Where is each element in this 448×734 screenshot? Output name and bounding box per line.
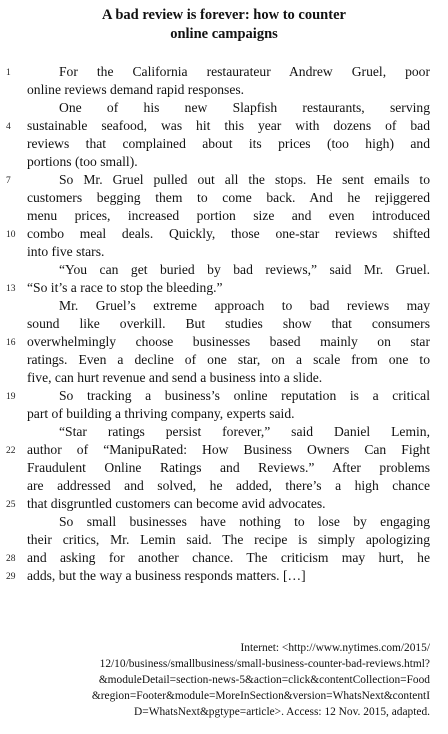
- text-line: overwhelmingly choose businesses based mainly on star: [27, 334, 430, 349]
- text-line: “So it’s a race to stop the bleeding.”: [27, 280, 223, 295]
- line-number: 13: [6, 284, 16, 294]
- text-line: customers begging them to come back. And he rejiggered: [27, 190, 430, 205]
- line-number: 29: [6, 572, 16, 582]
- source-line: 12/10/business/smallbusiness/small-business-counter-bad-reviews.html?: [99, 658, 430, 670]
- title-line: A bad review is forever: how to counter: [102, 7, 346, 23]
- source-line: Internet: <http://www.nytimes.com/2015/: [240, 642, 430, 654]
- text-line: Fraudulent Online Ratings and Reviews.” After problems: [27, 460, 430, 475]
- source-line: &moduleDetail=section-news-5&action=click&contentCollection=Food: [98, 674, 430, 686]
- text-line: portions (too small).: [27, 154, 138, 169]
- text-line: For the California restaurateur Andrew Gruel, poor: [59, 64, 430, 79]
- text-line: So small businesses have nothing to lose by engaging: [59, 514, 430, 529]
- text-line: into five stars.: [27, 244, 105, 259]
- text-line: So Mr. Gruel pulled out all the stops. He sent emails to: [59, 172, 430, 187]
- title-line: online campaigns: [170, 26, 278, 42]
- line-number: 16: [6, 338, 16, 348]
- text-line: author of “ManipuRated: How Business Owners Can Fight: [27, 442, 430, 457]
- line-number: 7: [6, 176, 11, 186]
- text-line: online reviews demand rapid responses.: [27, 82, 245, 97]
- line-number: 25: [6, 500, 16, 510]
- line-number: 4: [6, 122, 11, 132]
- text-line: and asking for another chance. The criticism may hurt, he: [27, 550, 430, 565]
- line-number: 1: [6, 68, 11, 78]
- text-line: are addressed and solved, he added, there’s a high chance: [27, 478, 430, 493]
- article-title: [0, 6, 448, 44]
- text-line: five, can hurt revenue and send a business into a slide.: [27, 370, 323, 385]
- text-line: reviews that complained about its prices (too high) and: [27, 136, 430, 151]
- text-line: So tracking a business’s online reputation is a critical: [59, 388, 430, 403]
- text-line: Mr. Gruel’s extreme approach to bad reviews may: [59, 298, 430, 313]
- source-line: D=WhatsNext&pgtype=article>. Access: 12 Nov. 2015, adapted.: [134, 706, 430, 718]
- line-number: 28: [6, 554, 16, 564]
- line-number: 10: [6, 230, 16, 240]
- text-line: “Star ratings persist forever,” said Daniel Lemin,: [59, 424, 430, 439]
- text-line: sustainable seafood, was hit this year with dozens of bad: [27, 118, 430, 133]
- text-line: sound like overkill. But studies show that consumers: [27, 316, 430, 331]
- text-line: “You can get buried by bad reviews,” said Mr. Gruel.: [59, 262, 430, 277]
- text-line: adds, but the way a business responds matters. […]: [27, 568, 306, 583]
- text-line: menu prices, increased portion size and even introduced: [27, 208, 430, 223]
- text-line: One of his new Slapfish restaurants, serving: [59, 100, 430, 115]
- text-line: part of building a thriving company, experts said.: [27, 406, 295, 421]
- text-line: ratings. Even a decline of one star, on a scale from one to: [27, 352, 430, 367]
- line-number: 22: [6, 446, 16, 456]
- source-line: &region=Footer&module=MoreInSection&version=WhatsNext&contentI: [91, 690, 430, 702]
- text-line: their critics, Mr. Lemin said. The recipe is simply apologizing: [27, 532, 430, 547]
- text-line: combo meal deals. Quickly, those one-star reviews shifted: [27, 226, 430, 241]
- text-line: that disgruntled customers can become avid advocates.: [27, 496, 326, 511]
- line-number: 19: [6, 392, 16, 402]
